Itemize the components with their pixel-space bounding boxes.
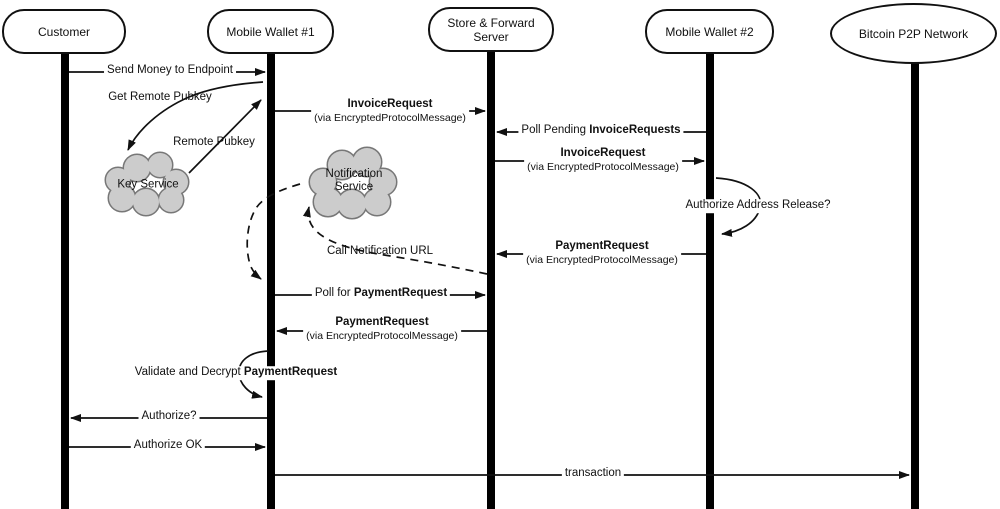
message-validate-and-decrypt: Validate and Decrypt PaymentRequest [132,366,340,380]
message-poll-pending-invoice-requests: Poll Pending InvoiceRequests [518,124,683,138]
message-remote-pubkey: Remote Pubkey [173,136,255,149]
bitcoin-lifeline [911,62,919,509]
actor-customer-label: Customer [37,24,90,39]
actor-store-forward-server [428,7,554,52]
key-service-label: Key Service [117,178,179,191]
actor-customer [2,9,126,54]
server-lifeline [487,52,495,509]
actor-mobile-wallet-2 [645,9,774,54]
message-authorize-question: Authorize? [139,410,200,424]
customer-lifeline [61,54,69,509]
message-payment-request-2: PaymentRequest (via EncryptedProtocolMessage) [303,316,461,342]
actor-bitcoin-p2p-network-label: Bitcoin P2P Network [858,26,969,41]
actor-bitcoin-p2p-network [830,3,997,64]
notification-service-label: Notification Service [325,167,383,193]
wallet2-lifeline [706,54,714,509]
message-call-notification-url: Call Notification URL [326,245,434,258]
message-invoice-request-1: InvoiceRequest (via EncryptedProtocolMessage) [311,98,469,124]
actor-mobile-wallet-1 [207,9,334,54]
actor-mobile-wallet-2-label: Mobile Wallet #2 [665,24,754,39]
message-send-money: Send Money to Endpoint [104,64,236,78]
wallet1-lifeline [267,54,275,509]
call-notification-url-arrow [308,207,487,274]
message-payment-request-1: PaymentRequest (via EncryptedProtocolMessage) [523,240,681,266]
message-transaction: transaction [562,467,624,481]
actor-mobile-wallet-1-label: Mobile Wallet #1 [226,24,315,39]
message-poll-for-payment-request: Poll for PaymentRequest [312,287,450,301]
message-invoice-request-2: InvoiceRequest (via EncryptedProtocolMessage) [524,147,682,173]
message-get-remote-pubkey: Get Remote Pubkey [108,91,212,104]
message-authorize-address-release: Authorize Address Release? [682,199,833,213]
actor-store-forward-server-label: Store & Forward Server [447,15,535,44]
message-authorize-ok: Authorize OK [131,439,205,453]
